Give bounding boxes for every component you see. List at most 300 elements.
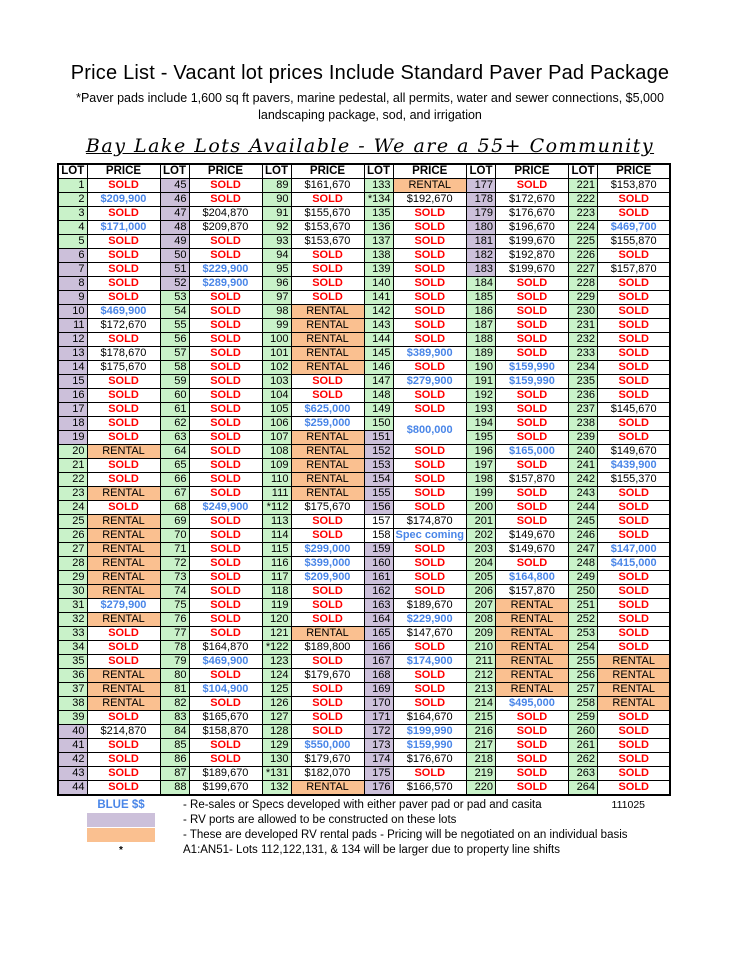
lot-cell: 210 [466,640,495,654]
price-cell: RENTAL [495,598,568,612]
price-cell: $159,990 [393,738,466,752]
lot-cell: 76 [160,612,189,626]
lot-cell: 39 [58,710,87,724]
price-cell: SOLD [495,724,568,738]
price-cell: $178,670 [87,346,160,360]
price-cell: $176,670 [495,206,568,220]
lot-cell: 107 [262,430,291,444]
price-cell: SOLD [189,584,262,598]
price-cell: $415,000 [597,556,670,570]
price-header: PRICE [393,164,466,179]
price-cell: SOLD [87,178,160,192]
lot-cell: 185 [466,290,495,304]
lot-cell: 64 [160,444,189,458]
lot-cell: 127 [262,710,291,724]
lot-cell: 255 [568,654,597,668]
price-cell: RENTAL [87,556,160,570]
price-cell: SOLD [393,206,466,220]
price-cell: SOLD [597,318,670,332]
lot-cell: 231 [568,318,597,332]
lot-cell: 189 [466,346,495,360]
table-row [58,724,670,738]
lot-cell: 262 [568,752,597,766]
lot-cell: 11 [58,318,87,332]
price-cell: RENTAL [495,626,568,640]
price-cell: $158,870 [189,724,262,738]
lot-cell: 207 [466,598,495,612]
lot-cell: 218 [466,752,495,766]
legend-orange-text: - These are developed RV rental pads - Pricing will be negotiated on an individual basis [183,829,628,842]
price-cell: $155,370 [597,472,670,486]
lot-cell: 227 [568,262,597,276]
price-cell: RENTAL [495,668,568,682]
price-cell: RENTAL [87,486,160,500]
price-cell: $153,670 [291,220,364,234]
price-cell: SOLD [87,766,160,780]
lot-cell: 253 [568,626,597,640]
price-cell: SOLD [87,248,160,262]
table-row [58,220,670,234]
lot-cell: 157 [364,514,393,528]
price-cell: $469,900 [189,654,262,668]
lot-cell: 233 [568,346,597,360]
price-cell: SOLD [597,388,670,402]
table-row [58,598,670,612]
price-cell: $164,670 [393,710,466,724]
price-header: PRICE [597,164,670,179]
price-cell: SOLD [189,696,262,710]
lot-cell: 62 [160,416,189,430]
lot-cell: 85 [160,738,189,752]
price-cell: $192,670 [393,192,466,206]
price-cell: SOLD [189,346,262,360]
lot-cell: 38 [58,696,87,710]
table-row [58,500,670,514]
price-cell: SOLD [597,612,670,626]
lot-cell: 48 [160,220,189,234]
price-cell: $204,870 [189,206,262,220]
price-cell: RENTAL [87,444,160,458]
price-cell: SOLD [597,766,670,780]
table-row [58,276,670,290]
price-cell: RENTAL [393,178,466,192]
price-cell: $229,900 [393,612,466,626]
lot-cell: 36 [58,668,87,682]
lot-cell: 144 [364,332,393,346]
price-cell: SOLD [189,290,262,304]
price-cell: RENTAL [291,626,364,640]
price-cell: SOLD [291,262,364,276]
lot-cell: 54 [160,304,189,318]
price-cell: SOLD [87,402,160,416]
table-row [58,556,670,570]
price-cell: SOLD [291,528,364,542]
price-cell: $209,900 [87,192,160,206]
table-row [58,290,670,304]
price-cell: $299,000 [291,542,364,556]
price-cell: SOLD [597,752,670,766]
lot-cell: 71 [160,542,189,556]
lot-cell: 72 [160,556,189,570]
lot-cell: 173 [364,738,393,752]
lot-cell: 200 [466,500,495,514]
price-cell: SOLD [189,738,262,752]
table-row [58,654,670,668]
price-cell: SOLD [87,458,160,472]
table-row [58,584,670,598]
legend-purple-text: - RV ports are allowed to be constructed on these lots [183,814,457,827]
lot-cell: 264 [568,780,597,795]
price-cell: SOLD [495,402,568,416]
price-cell: SOLD [393,248,466,262]
price-cell: RENTAL [87,570,160,584]
lot-cell: 229 [568,290,597,304]
price-cell: RENTAL [495,640,568,654]
lot-cell: 27 [58,542,87,556]
lot-cell: 165 [364,626,393,640]
asterisk-label: * [119,844,123,856]
lot-cell: 153 [364,458,393,472]
price-cell: SOLD [291,388,364,402]
lot-cell: 50 [160,248,189,262]
lot-cell: 238 [568,416,597,430]
price-cell: $625,000 [291,402,364,416]
price-cell: SOLD [495,710,568,724]
price-cell: SOLD [189,472,262,486]
table-row [58,696,670,710]
lot-cell: 129 [262,738,291,752]
lot-cell: 49 [160,234,189,248]
lot-cell: 89 [262,178,291,192]
price-cell: $164,870 [189,640,262,654]
lot-cell: 214 [466,696,495,710]
legend-row-blue [57,798,677,813]
price-cell: $159,990 [495,374,568,388]
price-cell: $249,900 [189,500,262,514]
price-cell: SOLD [597,374,670,388]
price-cell: SOLD [393,360,466,374]
lot-cell: 79 [160,654,189,668]
table-row [58,444,670,458]
price-cell: RENTAL [87,682,160,696]
lot-cell: 167 [364,654,393,668]
lot-cell: 163 [364,598,393,612]
lot-cell: 164 [364,612,393,626]
price-cell: SOLD [87,472,160,486]
table-row [58,304,670,318]
table-row [58,542,670,556]
price-cell: $175,670 [291,500,364,514]
table-row [58,402,670,416]
lot-cell: 44 [58,780,87,795]
price-cell: RENTAL [291,430,364,444]
price-cell: SOLD [495,486,568,500]
price-cell: $199,670 [495,234,568,248]
price-cell: $147,670 [393,626,466,640]
price-cell: SOLD [291,598,364,612]
price-cell: $209,900 [291,570,364,584]
price-cell: SOLD [87,234,160,248]
table-row [58,486,670,500]
lot-cell: 16 [58,388,87,402]
price-cell: SOLD [597,290,670,304]
price-cell: SOLD [597,500,670,514]
lot-cell: 216 [466,724,495,738]
price-cell: SOLD [291,724,364,738]
lot-cell: 223 [568,206,597,220]
table-row [58,374,670,388]
lot-cell: 177 [466,178,495,192]
price-cell: SOLD [597,416,670,430]
lot-cell: 211 [466,654,495,668]
price-cell: SOLD [393,220,466,234]
table-row [58,458,670,472]
price-cell: SOLD [189,752,262,766]
lot-cell: 117 [262,570,291,584]
price-cell: $800,000 [393,416,466,444]
price-cell: SOLD [87,388,160,402]
lot-cell: 12 [58,332,87,346]
lot-cell: 145 [364,346,393,360]
price-cell: SOLD [495,388,568,402]
lot-cell: 257 [568,682,597,696]
table-row [58,318,670,332]
lot-cell: 135 [364,206,393,220]
lot-header: LOT [58,164,87,179]
price-cell: SOLD [291,248,364,262]
lot-cell: 68 [160,500,189,514]
price-cell: SOLD [87,416,160,430]
lot-cell: 179 [466,206,495,220]
lot-cell: 212 [466,668,495,682]
lot-cell: 29 [58,570,87,584]
price-cell: RENTAL [597,654,670,668]
table-row [58,234,670,248]
lot-cell: 41 [58,738,87,752]
lot-cell: 33 [58,626,87,640]
lot-cell: 148 [364,388,393,402]
price-cell: SOLD [189,514,262,528]
legend-row-asterisk [57,843,677,858]
price-cell: SOLD [393,696,466,710]
price-header: PRICE [495,164,568,179]
lot-cell: 56 [160,332,189,346]
document-code: 111025 [611,798,645,811]
lot-cell: 142 [364,304,393,318]
lot-cell: 128 [262,724,291,738]
price-cell: SOLD [393,542,466,556]
lot-cell: 209 [466,626,495,640]
price-cell: SOLD [291,374,364,388]
price-cell: $174,900 [393,654,466,668]
price-cell: SOLD [393,402,466,416]
lot-cell: 234 [568,360,597,374]
lot-cell: 136 [364,220,393,234]
lot-cell: 259 [568,710,597,724]
lot-cell: 205 [466,570,495,584]
price-cell: SOLD [189,528,262,542]
lot-cell: 4 [58,220,87,234]
lot-cell: 34 [58,640,87,654]
lot-cell: 69 [160,514,189,528]
lot-cell: 174 [364,752,393,766]
price-cell: SOLD [189,570,262,584]
price-cell: SOLD [495,178,568,192]
price-cell: $172,670 [495,192,568,206]
price-cell: SOLD [597,332,670,346]
table-row [58,570,670,584]
lot-cell: 51 [160,262,189,276]
lot-cell: 65 [160,458,189,472]
price-cell: SOLD [189,430,262,444]
lot-cell: 183 [466,262,495,276]
lot-cell: 175 [364,766,393,780]
price-cell: RENTAL [87,696,160,710]
price-cell: RENTAL [291,360,364,374]
lot-cell: 187 [466,318,495,332]
lot-cell: 198 [466,472,495,486]
lot-cell: 220 [466,780,495,795]
price-cell: SOLD [495,500,568,514]
lot-cell: 222 [568,192,597,206]
price-cell: $389,900 [393,346,466,360]
price-cell: SOLD [597,584,670,598]
lot-cell: 239 [568,430,597,444]
price-cell: SOLD [87,738,160,752]
lot-cell: 181 [466,234,495,248]
table-row [58,472,670,486]
lot-header: LOT [466,164,495,179]
lot-cell: 9 [58,290,87,304]
price-cell: $259,000 [291,416,364,430]
lot-cell: 194 [466,416,495,430]
price-cell: SOLD [291,584,364,598]
price-cell: $199,670 [189,780,262,795]
price-header: PRICE [87,164,160,179]
lot-cell: 261 [568,738,597,752]
lot-cell: 118 [262,584,291,598]
lot-cell: 168 [364,668,393,682]
table-row [58,640,670,654]
table-row [58,612,670,626]
lot-cell: 93 [262,234,291,248]
price-cell: SOLD [291,514,364,528]
page-subtitle: *Paver pads include 1,600 sq ft pavers, marine pedestal, all permits, water and sewer connections, $5,000 landscaping package, sod, and irrigation [76,91,664,122]
lot-cell: 92 [262,220,291,234]
lot-cell: 120 [262,612,291,626]
price-cell: $153,870 [597,178,670,192]
lot-cell: 115 [262,542,291,556]
price-cell: RENTAL [495,612,568,626]
table-row [58,710,670,724]
lot-cell: 186 [466,304,495,318]
price-cell: SOLD [597,724,670,738]
lot-cell: 63 [160,430,189,444]
price-cell: RENTAL [291,346,364,360]
price-header: PRICE [189,164,262,179]
price-cell: RENTAL [87,542,160,556]
price-cell: $439,900 [597,458,670,472]
lot-cell: 87 [160,766,189,780]
price-cell: SOLD [189,234,262,248]
price-cell: SOLD [291,276,364,290]
lot-cell: 246 [568,528,597,542]
price-cell: SOLD [597,710,670,724]
price-cell: SOLD [87,710,160,724]
price-cell: SOLD [87,262,160,276]
lot-cell: 42 [58,752,87,766]
price-cell: $279,900 [87,598,160,612]
price-cell: SOLD [597,486,670,500]
lot-header: LOT [160,164,189,179]
lot-cell: 166 [364,640,393,654]
lot-cell: 154 [364,472,393,486]
lot-cell: 150 [364,416,393,430]
price-cell: RENTAL [597,696,670,710]
lot-cell: 8 [58,276,87,290]
lot-cell: 139 [364,262,393,276]
lot-cell: 105 [262,402,291,416]
price-cell: $189,670 [189,766,262,780]
price-cell: RENTAL [291,444,364,458]
lot-cell: 55 [160,318,189,332]
lot-cell: 244 [568,500,597,514]
lot-cell: 2 [58,192,87,206]
price-cell: SOLD [393,766,466,780]
lot-cell: 59 [160,374,189,388]
price-cell: SOLD [189,192,262,206]
table-row [58,360,670,374]
lot-cell: 58 [160,360,189,374]
price-cell: SOLD [393,458,466,472]
lot-cell: 78 [160,640,189,654]
price-cell: SOLD [189,458,262,472]
lot-cell: 230 [568,304,597,318]
lot-cell: 176 [364,780,393,795]
orange-swatch [87,828,155,842]
table-row [58,738,670,752]
price-cell: $289,900 [189,276,262,290]
price-cell: $147,000 [597,542,670,556]
lot-cell: 77 [160,626,189,640]
price-cell: SOLD [393,640,466,654]
lot-cell: 178 [466,192,495,206]
price-cell: SOLD [189,360,262,374]
lot-cell: 15 [58,374,87,388]
lot-cell: 7 [58,262,87,276]
price-cell: RENTAL [291,318,364,332]
price-cell: SOLD [189,388,262,402]
price-cell: RENTAL [87,514,160,528]
lot-cell: 217 [466,738,495,752]
lot-cell: 53 [160,290,189,304]
price-cell: $164,800 [495,570,568,584]
price-cell: SOLD [597,780,670,795]
lot-cell: *122 [262,640,291,654]
lot-cell: 14 [58,360,87,374]
price-cell: $174,870 [393,514,466,528]
lot-cell: 40 [58,724,87,738]
lot-cell: 83 [160,710,189,724]
price-header: PRICE [291,164,364,179]
lot-cell: 96 [262,276,291,290]
price-cell: SOLD [87,780,160,795]
price-cell: SOLD [189,416,262,430]
legend [57,798,677,858]
price-cell: Spec coming [393,528,466,542]
price-cell: RENTAL [87,528,160,542]
price-cell: SOLD [597,192,670,206]
